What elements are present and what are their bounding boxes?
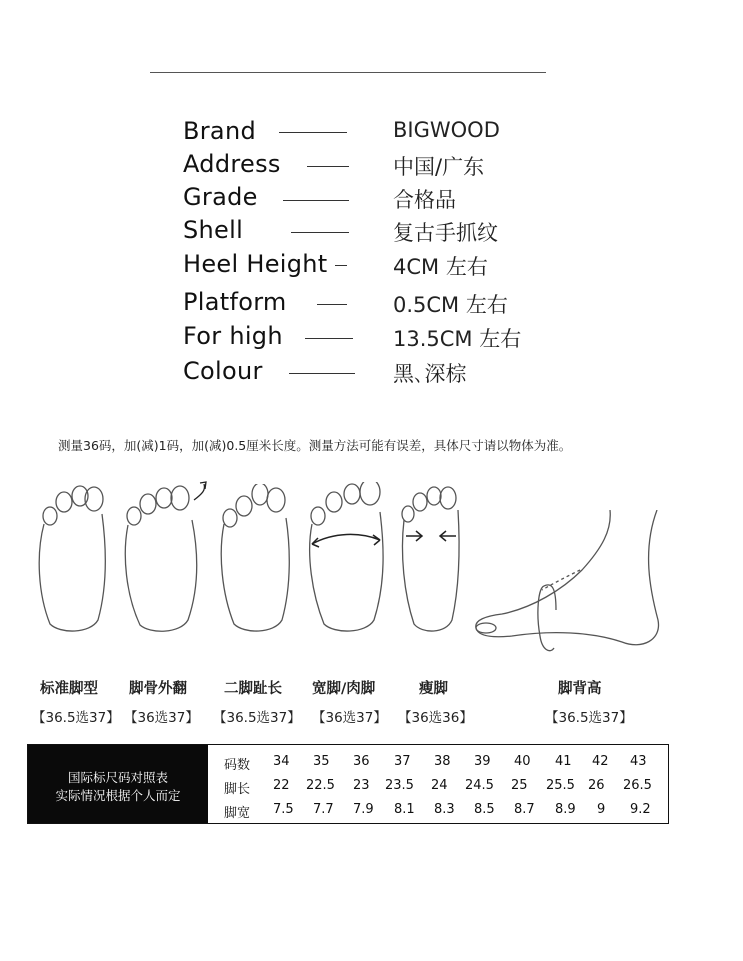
- spec-row-address: [183, 150, 543, 182]
- foot-type-size: 【36选37】: [124, 710, 199, 726]
- top-divider: [150, 72, 546, 73]
- table-cell: 8.7: [514, 802, 535, 817]
- table-cell: 9: [597, 802, 606, 817]
- spec-value: 4CM 左右: [393, 255, 488, 279]
- narrow-foot-icon: [398, 484, 468, 634]
- table-cell: 41: [555, 754, 572, 769]
- table-cell: 8.1: [394, 802, 415, 817]
- table-cell: 43: [630, 754, 647, 769]
- spec-dash: [305, 338, 353, 339]
- foot-type-size: 【36选36】: [398, 710, 473, 726]
- spec-row-colour: [183, 357, 543, 389]
- row-label: 脚长: [224, 782, 251, 797]
- foot-type-label: 宽脚/肉脚: [312, 681, 376, 697]
- table-cell: 9.2: [630, 802, 651, 817]
- size-chart-table: [27, 744, 669, 824]
- spec-row-brand: [183, 117, 543, 149]
- table-cell: 39: [474, 754, 491, 769]
- spec-label: Grade: [183, 183, 258, 211]
- spec-row-shell: [183, 216, 543, 248]
- spec-value: 黑､深棕: [393, 362, 467, 386]
- spec-dash: [307, 166, 349, 167]
- bunion-foot-icon: [120, 480, 215, 635]
- foot-type-size: 【36选37】: [312, 710, 387, 726]
- spec-value: 复古手抓纹: [393, 221, 498, 245]
- size-table-subtitle: 实际情况根据个人而定: [55, 788, 181, 803]
- spec-dash: [317, 304, 347, 305]
- table-cell: 24: [431, 778, 448, 793]
- measurement-note: 测量36码，加(减)1码，加(减)0.5厘米长度。测量方法可能有误差，具体尺寸请以物体为准。: [58, 438, 572, 453]
- table-cell: 37: [394, 754, 411, 769]
- table-cell: 34: [273, 754, 290, 769]
- table-cell: 7.7: [313, 802, 334, 817]
- table-cell: 7.9: [353, 802, 374, 817]
- spec-label: Platform: [183, 288, 287, 316]
- foot-type-label: 瘦脚: [419, 681, 448, 697]
- spec-value: 13.5CM 左右: [393, 327, 522, 351]
- size-table-title: 国际标尺码对照表: [67, 770, 168, 785]
- spec-dash: [335, 265, 347, 266]
- table-cell: 7.5: [273, 802, 294, 817]
- table-cell: 26.5: [623, 778, 652, 793]
- table-cell: 35: [313, 754, 330, 769]
- spec-value: 0.5CM 左右: [393, 293, 508, 317]
- foot-type-label: 脚骨外翻: [129, 681, 187, 697]
- spec-dash: [283, 200, 349, 201]
- spec-dash: [289, 373, 355, 374]
- spec-row-heel-height: [183, 250, 543, 282]
- spec-value: 中国/广东: [393, 155, 485, 179]
- spec-row-for-high: [183, 322, 543, 354]
- spec-label: Shell: [183, 216, 244, 244]
- spec-dash: [279, 132, 347, 133]
- spec-row-grade: [183, 183, 543, 215]
- spec-dash: [291, 232, 349, 233]
- spec-label: Colour: [183, 357, 263, 385]
- foot-type-size: 【36.5选37】: [545, 710, 633, 726]
- table-cell: 22: [273, 778, 290, 793]
- standard-foot-icon: [30, 484, 110, 634]
- table-cell: 8.5: [474, 802, 495, 817]
- foot-type-size: 【36.5选37】: [32, 710, 120, 726]
- wide-foot-icon: [304, 482, 389, 634]
- foot-type-label: 二脚趾长: [224, 681, 282, 697]
- table-cell: 36: [353, 754, 370, 769]
- table-cell: 8.9: [555, 802, 576, 817]
- spec-value: 合格品: [393, 188, 456, 212]
- spec-label: Brand: [183, 117, 256, 145]
- long-second-toe-foot-icon: [214, 484, 294, 634]
- table-cell: 23: [353, 778, 370, 793]
- table-cell: 38: [434, 754, 451, 769]
- spec-row-platform: [183, 288, 543, 320]
- table-cell: 42: [592, 754, 609, 769]
- high-instep-foot-icon: [472, 510, 667, 658]
- foot-type-size: 【36.5选37】: [213, 710, 301, 726]
- spec-value: BIGWOOD: [393, 118, 500, 142]
- foot-type-label: 脚背高: [558, 681, 602, 697]
- row-label: 码数: [224, 758, 251, 773]
- table-cell: 25: [511, 778, 528, 793]
- table-cell: 40: [514, 754, 531, 769]
- table-cell: 22.5: [306, 778, 335, 793]
- row-label: 脚宽: [224, 806, 251, 821]
- foot-type-label: 标准脚型: [40, 681, 98, 697]
- table-cell: 24.5: [465, 778, 494, 793]
- size-table-header: [28, 745, 208, 823]
- table-cell: 25.5: [546, 778, 575, 793]
- table-cell: 8.3: [434, 802, 455, 817]
- table-cell: 23.5: [385, 778, 414, 793]
- spec-label: For high: [183, 322, 283, 350]
- spec-label: Address: [183, 150, 281, 178]
- table-cell: 26: [588, 778, 605, 793]
- spec-label: Heel Height: [183, 250, 328, 278]
